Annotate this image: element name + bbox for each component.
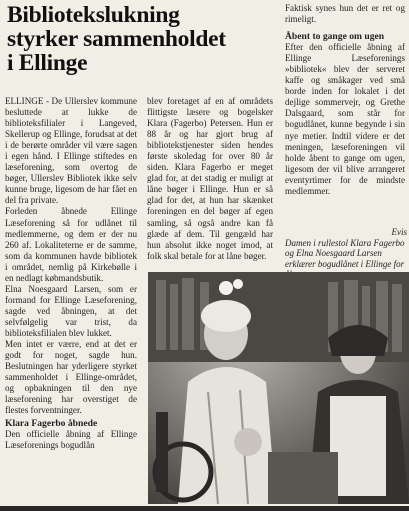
photo-byline: Evis: [391, 227, 407, 237]
headline-line-3: i Ellinge: [7, 50, 88, 76]
headline-line-2: styrker sammenholdet: [7, 26, 226, 52]
paragraph: Den officielle åbning af Ellinge Læseforenings bogudlån: [5, 429, 137, 451]
headline: [7, 3, 262, 75]
paragraph: Men intet er værre, end at det er godt for noget, sagde hun. Beslutningen har yderligere styrket sammenholdet i Ellinge-området, og opbakningen til den nye læseforening har overstiget de flestes forventninger.: [5, 339, 137, 416]
paragraph: ELLINGE - De Ullerslev kommune besluttede at lukke de biblioteksfilialer i Langeved, Skellerup og Ellinge, forudsat at det i de berørte områder vil være sagen i egen hånd. I Ellinge stiftedes en læseforening, som overtog de bøger, Ullerslev Bibliotek ikke selv kunne bruge, ligesom de har fået en del fra private.: [5, 96, 137, 206]
subheading: Åbent to gange om ugen: [285, 31, 385, 43]
subheading: Klara Fagerbo åbnede: [5, 418, 98, 430]
paragraph: Forleden åbnede Ellinge Læseforening så for udlånet til medlemmerne, og dem er der nu 260 af. Lokaliteterne er de samme, som da kommunen havde bibliotek i området, nemlig på Kirkebølle i en nedlagt købmandsbutik.: [5, 206, 137, 283]
caption-text: Damen i rullestol Klara Fagerbo og Elna Noesgaard Larsen erklærer bogudlånet i Ellinge for: [285, 237, 405, 269]
headline-line-1: Bibliotekslukning: [7, 2, 180, 28]
paragraph: Efter den officielle åbning af Ellinge Læseforenings »bibliotek« blev der serveret kaffe og småkager ved små borde inden for lokalet i det dejlige sommervejr, og Grethe Dalsgaard, som står for bogudlånet, kunne begynde i sin nye metier. Indtil videre er det meningen, læseforeningen vil holde åbent to gange om ugen, ligesom der vil blive arrangeret eventyrtimer for de mindste medlemmer.: [285, 42, 405, 196]
newspaper-photo: [148, 272, 409, 504]
bottom-border: [0, 506, 409, 511]
paragraph: blev foretaget af en af områdets flittigste læsere og bogelsker Klara (Fagerbo) Petersen. Hun er 88 år og har gjort brug af bibliotekstjenester siden hendes første skoledag for over 80 år siden. Klara Fagerbo er meget glad for, at det stadig er muligt at låne bøger i Ellinge. Hun er så glad for det, at hun har skænket foreningen en del bøger af egen samling, så også andre kan få glæde af dem. Til gengæld har hun absolut ikke noget imod, at folk skal betale for at låne bøger.: [147, 96, 273, 261]
photo-illustration: [148, 272, 409, 504]
article-column-2: [147, 96, 273, 262]
article-column-1: [5, 96, 137, 452]
paragraph: Elna Noesgaard Larsen, som er formand for Ellinge Læseforening, sagde ved åbningen, at det selvfølgelig var trist, da biblioteksfilialen blev lukket.: [5, 283, 137, 338]
article-column-3: [285, 3, 405, 197]
paragraph: Faktisk synes hun det er ret og rimeligt.: [285, 3, 405, 25]
